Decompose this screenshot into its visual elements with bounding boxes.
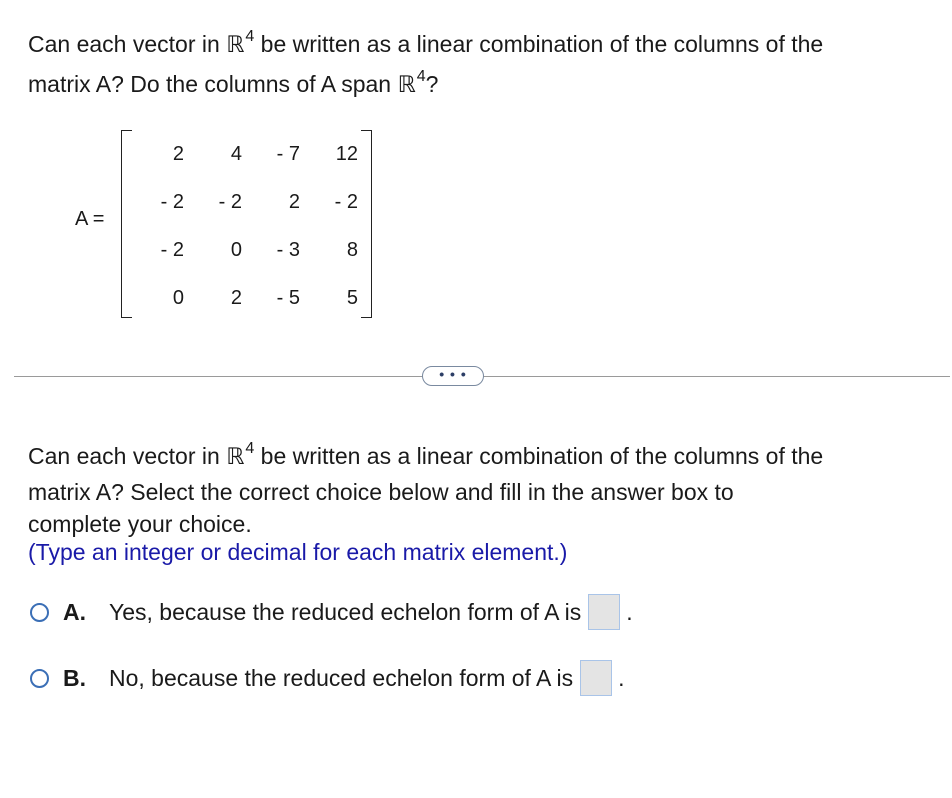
exponent: 4 xyxy=(416,68,426,85)
subquestion-line-1 xyxy=(28,440,938,476)
matrix-cell: 12 xyxy=(335,143,358,165)
subquestion-line-3: complete your choice. xyxy=(28,511,252,537)
choice-letter: B. xyxy=(63,664,86,691)
matrix-label: A = xyxy=(75,208,105,230)
question-text: Can each vector in xyxy=(28,31,227,57)
matrix-cell: - 2 xyxy=(160,191,184,213)
matrix-right-bracket xyxy=(361,130,372,318)
subquestion-text: be written as a linear combination of the columns of the xyxy=(254,443,824,469)
matrix-cell: 2 xyxy=(230,287,242,309)
choice-text: No, because the reduced echelon form of A is xyxy=(109,664,574,691)
matrix-cell: 2 xyxy=(288,191,300,213)
matrix-a xyxy=(140,138,358,330)
choice-text: Yes, because the reduced echelon form of A is xyxy=(109,598,582,625)
real-numbers-symbol: ℝ xyxy=(226,32,245,58)
real-numbers-symbol: ℝ xyxy=(226,444,245,470)
radio-button-b[interactable] xyxy=(30,669,49,688)
matrix-cell: 4 xyxy=(230,143,242,165)
exponent: 4 xyxy=(245,28,255,45)
matrix-cell: - 2 xyxy=(334,191,358,213)
matrix-cell: - 2 xyxy=(218,191,242,213)
real-numbers-symbol: ℝ xyxy=(397,72,416,98)
choice-b[interactable] xyxy=(30,658,625,698)
choice-a[interactable] xyxy=(30,592,633,632)
choice-letter: A. xyxy=(63,598,86,625)
exponent: 4 xyxy=(245,440,255,457)
question-line-1 xyxy=(28,24,823,68)
choice-period: . xyxy=(626,598,633,625)
matrix-cell: - 2 xyxy=(160,239,184,261)
more-options-button[interactable]: • • • xyxy=(422,366,484,386)
matrix-cell: 5 xyxy=(346,287,358,309)
matrix-cell: 2 xyxy=(172,143,184,165)
matrix-cell: - 7 xyxy=(276,143,300,165)
matrix-cell: 0 xyxy=(172,287,184,309)
matrix-cell: 0 xyxy=(230,239,242,261)
matrix-cell: - 3 xyxy=(276,239,300,261)
question-text: ? xyxy=(425,71,439,97)
instruction-text: (Type an integer or decimal for each matrix element.) xyxy=(28,539,568,565)
subquestion-text: Can each vector in xyxy=(28,443,227,469)
question-line-2 xyxy=(28,64,438,108)
question-text: matrix A? Do the columns of A span xyxy=(28,71,398,97)
matrix-cell: 8 xyxy=(346,239,358,261)
subquestion-line-2: matrix A? Select the correct choice below and fill in the answer box to xyxy=(28,479,734,505)
matrix-left-bracket xyxy=(121,130,132,318)
answer-box-a[interactable] xyxy=(588,594,620,630)
choice-period: . xyxy=(618,664,625,691)
subquestion xyxy=(28,440,938,540)
radio-button-a[interactable] xyxy=(30,603,49,622)
answer-box-b[interactable] xyxy=(580,660,612,696)
question-text: be written as a linear combination of the columns of the xyxy=(254,31,824,57)
matrix-cell: - 5 xyxy=(276,287,300,309)
